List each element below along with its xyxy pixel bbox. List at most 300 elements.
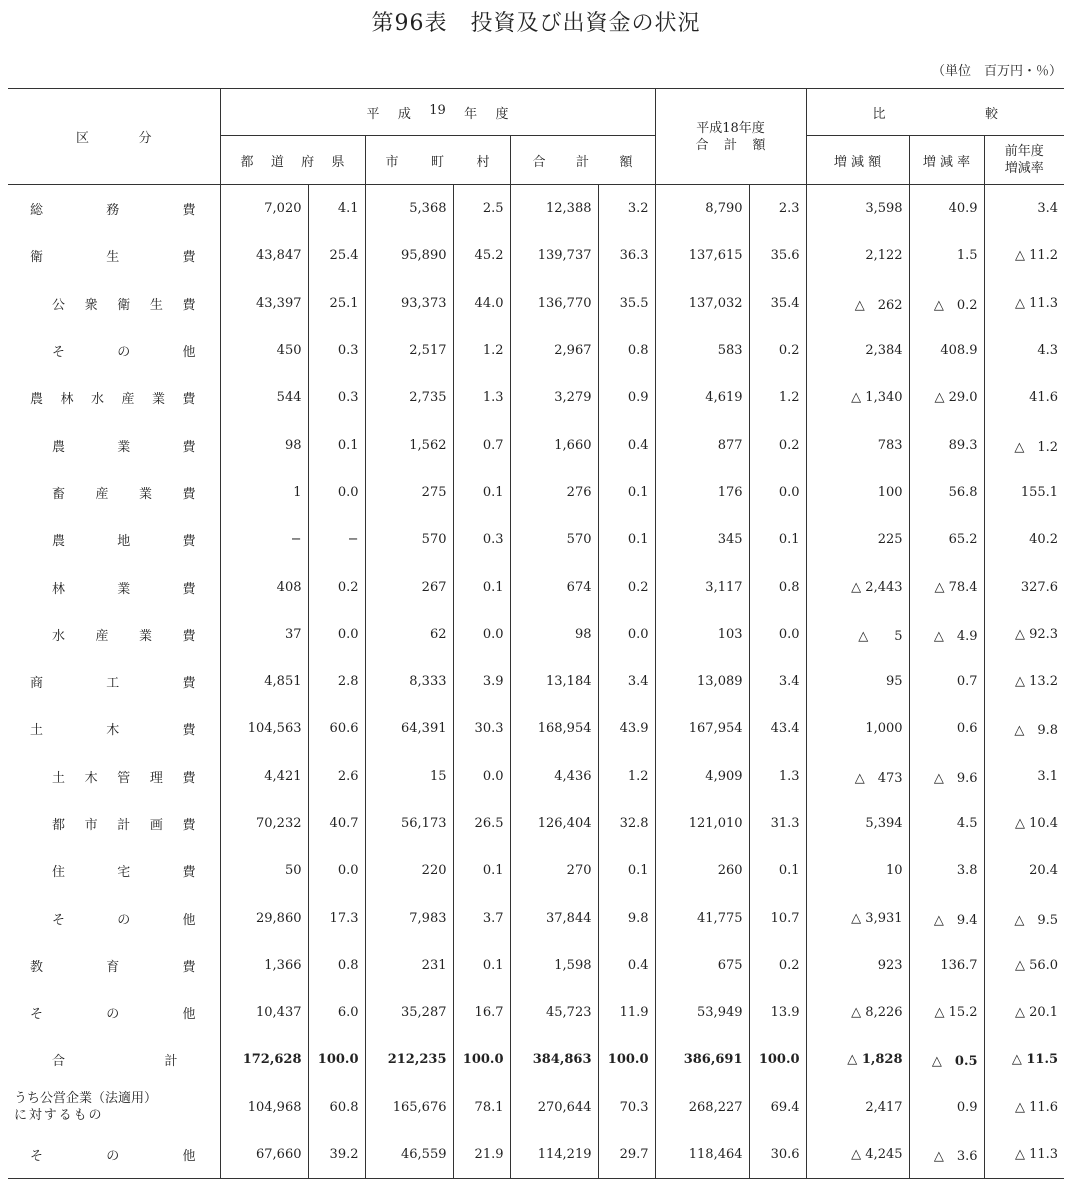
row-label-char: 育 [106,959,120,975]
row-label-char: の [88,1108,102,1124]
table-cell: 3.2 [598,185,655,233]
table-cell: 100.0 [308,1036,365,1083]
table-cell: 46,559 [365,1131,453,1179]
header-kubun [8,89,220,185]
row-label-char: 費 [182,581,196,597]
table-cell: 41.6 [984,374,1064,421]
table-cell: 0.8 [308,942,365,989]
row-label-char: 費 [182,486,196,502]
table-row [8,705,1064,752]
table-cell: 167,954 [655,705,749,752]
table-cell: 3,279 [510,374,598,421]
row-label-char: 公 [52,297,66,313]
row-label-char: 産 [95,628,109,644]
table-cell: 0.3 [308,327,365,374]
table-cell: 2.6 [308,753,365,800]
row-label-char: 業 [138,628,152,644]
table-cell: 220 [365,847,453,894]
row-label [8,280,220,327]
row-label-line1: うち公営企業（法適用） [14,1091,158,1107]
table-cell: 67,660 [256,1147,302,1163]
row-label [8,658,220,705]
table-cell: 8,790 [655,185,749,233]
row-label [8,185,220,233]
table-cell: 4.1 [308,185,365,233]
table-row [8,563,1064,610]
table-cell: 675 [655,942,749,989]
table-cell: 544 [276,390,302,406]
table-cell: 45.2 [453,232,510,279]
table-cell: − [308,516,365,563]
row-label-char: の [117,345,131,361]
row-label-char: 費 [182,203,196,219]
row-label [8,327,220,374]
row-label-char: 生 [106,250,120,266]
row-label-char: 費 [182,250,196,266]
header-h18 [655,89,806,185]
table-cell: 40.9 [909,185,984,233]
table-cell: △ 2,443 [806,563,909,610]
table-cell: 260 [655,847,749,894]
table-cell: 64,391 [365,705,453,752]
table-cell: 0.8 [598,327,655,374]
header-h19 [220,89,655,136]
table-cell: 70.3 [598,1084,655,1131]
table-cell: 98 [510,611,598,658]
header-h18-char: 額 [752,137,766,153]
table-cell: 98 [284,437,302,453]
table-cell: 386,691 [655,1036,749,1083]
table-cell: 3.4 [749,658,806,705]
header-shichouson-char: 市 [385,154,399,170]
header-shichouson-char: 村 [476,154,490,170]
table-cell: 39.2 [308,1131,365,1179]
header-zennen-line2: 増減率 [1004,161,1044,176]
header-h19-char: 19 [429,102,446,118]
row-label-char: 管 [117,770,131,786]
header-kubun-char: 区 [76,131,90,146]
header-hikaku [806,89,1064,136]
header-h18-char: 計 [724,137,738,153]
table-cell: △ 262 [806,280,909,327]
row-label-char: る [58,1108,72,1124]
table-cell: 40.2 [984,516,1064,563]
row-label-char: 農 [52,439,66,455]
table-cell: 0.0 [598,611,655,658]
table-cell: 29,860 [256,910,302,926]
table-cell: △ 11.5 [984,1036,1064,1083]
table-cell: 2,967 [510,327,598,374]
table-cell: 100 [806,469,909,516]
table-cell: 43,847 [256,248,302,264]
table-cell: 4,909 [655,753,749,800]
table-cell: △ 9.5 [984,894,1064,941]
table-cell: 0.1 [308,421,365,468]
row-label-char: 教 [30,959,44,975]
table-cell: 1,000 [806,705,909,752]
table-cell: 3,598 [806,185,909,233]
row-label [8,374,220,421]
header-h18-line1: 平成18年度 [696,120,765,136]
row-label-char: 農 [30,392,44,408]
table-cell: 0.9 [909,1084,984,1131]
table-cell: 5,368 [365,185,453,233]
row-label [8,1084,220,1131]
table-cell: 345 [655,516,749,563]
row-label-char: 土 [30,723,44,739]
table-cell: 2,517 [365,327,453,374]
table-cell: 0.2 [749,942,806,989]
table-cell: 172,628 [242,1052,302,1068]
table-cell: 35.6 [749,232,806,279]
table-cell: 168,954 [510,705,598,752]
row-label [8,753,220,800]
row-label [8,563,220,610]
table-cell: 121,010 [655,800,749,847]
row-label-char: 木 [106,723,120,739]
row-label-char: 市 [84,818,98,833]
row-label-char: そ [52,912,66,928]
investment-table [8,88,1064,1179]
table-cell: 4,421 [264,768,302,784]
table-cell: 3.1 [984,753,1064,800]
table-cell: 674 [510,563,598,610]
table-cell: − [290,532,302,548]
row-label-char: 宅 [117,865,131,881]
table-row [8,280,1064,327]
row-label-char: 画 [149,818,163,833]
table-cell: 137,032 [655,280,749,327]
row-label-char: 費 [182,865,196,881]
row-label-char: 商 [30,676,44,692]
table-cell: 44.0 [453,280,510,327]
table-cell: 65.2 [909,516,984,563]
table-cell: △ 78.4 [909,563,984,610]
table-cell: 0.2 [308,563,365,610]
table-cell: △ 11.3 [984,1131,1064,1179]
row-label-char: 業 [138,486,152,502]
table-cell: 0.1 [749,516,806,563]
row-label [8,421,220,468]
table-cell: 0.9 [598,374,655,421]
header-goukei-char: 合 [532,154,546,170]
table-cell: 1.2 [453,327,510,374]
row-label [8,232,220,279]
table-cell: 275 [365,469,453,516]
row-label-char: そ [30,1149,44,1165]
table-cell: 41,775 [655,894,749,941]
table-cell: 89.3 [909,421,984,468]
table-cell: 2,735 [365,374,453,421]
table-cell: 26.5 [453,800,510,847]
row-label-char: 畜 [52,486,66,502]
header-h19-char: 度 [495,106,509,122]
table-cell: 104,563 [247,721,302,737]
table-cell: 1.2 [749,374,806,421]
row-label-char: 住 [52,865,66,881]
table-body [8,185,1064,1179]
row-label-char: 農 [52,534,66,550]
table-cell: 0.0 [453,753,510,800]
table-cell: 50 [284,863,302,879]
row-label-char: 費 [182,534,196,550]
table-cell: 93,373 [365,280,453,327]
table-cell: 35,287 [365,989,453,1036]
table-cell: 2,122 [806,232,909,279]
table-cell: 136.7 [909,942,984,989]
table-row [8,894,1064,941]
table-cell: 267 [365,563,453,610]
table-cell: 8,333 [365,658,453,705]
header-zennen [984,136,1064,185]
table-cell: 100.0 [598,1036,655,1083]
table-cell: 11.9 [598,989,655,1036]
table-cell: 2.3 [749,185,806,233]
table-cell: 1,598 [510,942,598,989]
table-cell: 10,437 [256,1005,302,1021]
row-label-char: 林 [52,581,66,597]
table-cell: 35.5 [598,280,655,327]
row-label-char: 水 [52,628,66,644]
row-label-char: 衛 [117,297,131,313]
table-cell: 0.3 [308,374,365,421]
row-label-char: 水 [90,392,104,408]
table-cell: 0.2 [749,421,806,468]
table-cell: 231 [365,942,453,989]
table-row [8,753,1064,800]
table-cell: 1,562 [365,421,453,468]
table-cell: 165,676 [365,1084,453,1131]
header-h19-char: 成 [397,106,411,122]
table-cell: 30.3 [453,705,510,752]
table-cell: 13,184 [510,658,598,705]
table-cell: 0.8 [749,563,806,610]
table-cell: 1.3 [749,753,806,800]
table-cell: 60.8 [308,1084,365,1131]
table-cell: 43.9 [598,705,655,752]
table-cell: 1.2 [598,753,655,800]
table-cell: 1,660 [510,421,598,468]
table-cell: 384,863 [510,1036,598,1083]
table-cell: △ 3.6 [909,1131,984,1179]
table-cell: △ 20.1 [984,989,1064,1036]
header-todofuken [220,136,365,185]
table-cell: 1.3 [453,374,510,421]
table-cell: 31.3 [749,800,806,847]
table-cell: 0.2 [598,563,655,610]
row-label-char: 業 [117,439,131,455]
table-cell: 45,723 [510,989,598,1036]
table-cell: 56,173 [365,800,453,847]
row-label-char: 費 [182,723,196,739]
row-label [8,800,220,847]
header-h19-char: 年 [464,106,478,122]
row-label-char: 産 [95,486,109,502]
table-cell: △ 473 [806,753,909,800]
table-cell: 95 [806,658,909,705]
row-label-char: 費 [182,818,196,833]
table-cell: 95,890 [365,232,453,279]
row-label-char: 他 [182,1007,196,1023]
table-cell: △ 0.5 [909,1036,984,1083]
table-cell: 1 [293,484,302,500]
row-label-char: 都 [52,818,66,833]
table-cell: △ 11.2 [984,232,1064,279]
table-cell: 100.0 [749,1036,806,1083]
table-cell: 2.5 [453,185,510,233]
table-row [8,611,1064,658]
row-label-char: の [117,912,131,928]
table-cell: 408.9 [909,327,984,374]
row-label-char: 木 [84,770,98,786]
table-cell: 3.4 [984,185,1064,233]
row-label-char: 産 [121,392,135,408]
row-label-char: 地 [117,534,131,550]
table-cell: △ 4.9 [909,611,984,658]
table-cell: 1,366 [264,957,302,973]
row-label [8,942,220,989]
table-row [8,232,1064,279]
table-cell: 0.0 [308,469,365,516]
table-cell: 5,394 [806,800,909,847]
table-cell: 29.7 [598,1131,655,1179]
table-cell: △ 11.3 [984,280,1064,327]
table-cell: △ 9.6 [909,753,984,800]
table-cell: 60.6 [308,705,365,752]
table-cell: 9.8 [598,894,655,941]
table-cell: 40.7 [308,800,365,847]
table-cell: 2.8 [308,658,365,705]
table-cell: 2,417 [806,1084,909,1131]
table-cell: 4.5 [909,800,984,847]
table-row [8,421,1064,468]
row-label-char: 他 [182,345,196,361]
row-label-char: の [106,1149,120,1165]
table-cell: 62 [365,611,453,658]
table-cell: 103 [655,611,749,658]
table-cell: 0.7 [453,421,510,468]
row-label-char: そ [52,345,66,361]
row-label [8,847,220,894]
table-cell: 0.0 [308,847,365,894]
header-zougengaku: 増 減 額 [806,136,909,185]
table-cell: 6.0 [308,989,365,1036]
table-cell: 3,117 [655,563,749,610]
table-cell: 0.2 [749,327,806,374]
table-cell: 7,020 [264,201,302,217]
row-label-char: 計 [164,1054,178,1070]
row-label-char: 総 [30,203,44,219]
table-cell: 56.8 [909,469,984,516]
table-cell: △ 4,245 [806,1131,909,1179]
table-row [8,185,1064,233]
table-cell: 2,384 [806,327,909,374]
table-cell: 212,235 [365,1036,453,1083]
table-cell: △ 13.2 [984,658,1064,705]
row-label-char: す [43,1108,57,1124]
table-cell: 21.9 [453,1131,510,1179]
table-cell: 126,404 [510,800,598,847]
table-cell: 1.5 [909,232,984,279]
table-cell: 3.4 [598,658,655,705]
header-h19-char: 平 [366,106,380,122]
header-zougenritsu: 増 減 率 [909,136,984,185]
header-goukei-char: 額 [619,154,633,170]
table-cell: 176 [655,469,749,516]
table-cell: 0.1 [453,469,510,516]
table-row [8,1036,1064,1083]
table-cell: 0.1 [453,847,510,894]
table-row [8,989,1064,1036]
table-cell: △ 9.8 [984,705,1064,752]
table-cell: 13,089 [655,658,749,705]
table-cell: 7,983 [365,894,453,941]
header-hikaku-char: 比 [872,106,886,122]
table-cell: 118,464 [655,1131,749,1179]
row-label-char: 対 [28,1108,42,1124]
table-cell: 783 [806,421,909,468]
table-cell: 69.4 [749,1084,806,1131]
table-cell: △ 9.4 [909,894,984,941]
table-row [8,658,1064,705]
table-cell: 104,968 [247,1099,302,1115]
table-cell: 3.8 [909,847,984,894]
row-label-char: 理 [149,770,163,786]
header-hikaku-char: 較 [985,106,999,122]
row-label-char: 業 [151,392,165,408]
table-cell: 0.3 [453,516,510,563]
table-cell: 0.1 [598,847,655,894]
table-cell: 43.4 [749,705,806,752]
row-label-char: も [73,1108,87,1124]
table-cell: 155.1 [984,469,1064,516]
table-cell: 0.1 [749,847,806,894]
table-cell: 570 [510,516,598,563]
table-cell: 37 [284,626,302,642]
row-label-char: 衆 [84,297,98,313]
table-cell: 35.4 [749,280,806,327]
row-label [8,469,220,516]
table-cell: △ 56.0 [984,942,1064,989]
table-cell: △ 1,340 [806,374,909,421]
table-cell: 20.4 [984,847,1064,894]
table-cell: 0.0 [749,469,806,516]
table-cell: 30.6 [749,1131,806,1179]
row-label-char: 費 [182,392,196,408]
row-label-char: 費 [182,770,196,786]
header-todofuken-char: 道 [270,154,284,170]
table-cell: 37,844 [510,894,598,941]
table-cell: △ 3,931 [806,894,909,941]
table-cell: 100.0 [453,1036,510,1083]
table-cell: 0.0 [749,611,806,658]
table-cell: 17.3 [308,894,365,941]
row-label-char: 衛 [30,250,44,266]
table-row [8,800,1064,847]
row-label-char: 業 [117,581,131,597]
table-row [8,327,1064,374]
table-row [8,1084,1064,1131]
table-cell: 408 [276,579,302,595]
table-cell: △ 29.0 [909,374,984,421]
row-label-char: 工 [106,676,120,692]
table-cell: 0.0 [453,611,510,658]
table-cell: 0.7 [909,658,984,705]
table-cell: 4.3 [984,327,1064,374]
table-cell: 12,388 [510,185,598,233]
table-cell: △ 11.6 [984,1084,1064,1131]
row-label-char: 務 [106,203,120,219]
